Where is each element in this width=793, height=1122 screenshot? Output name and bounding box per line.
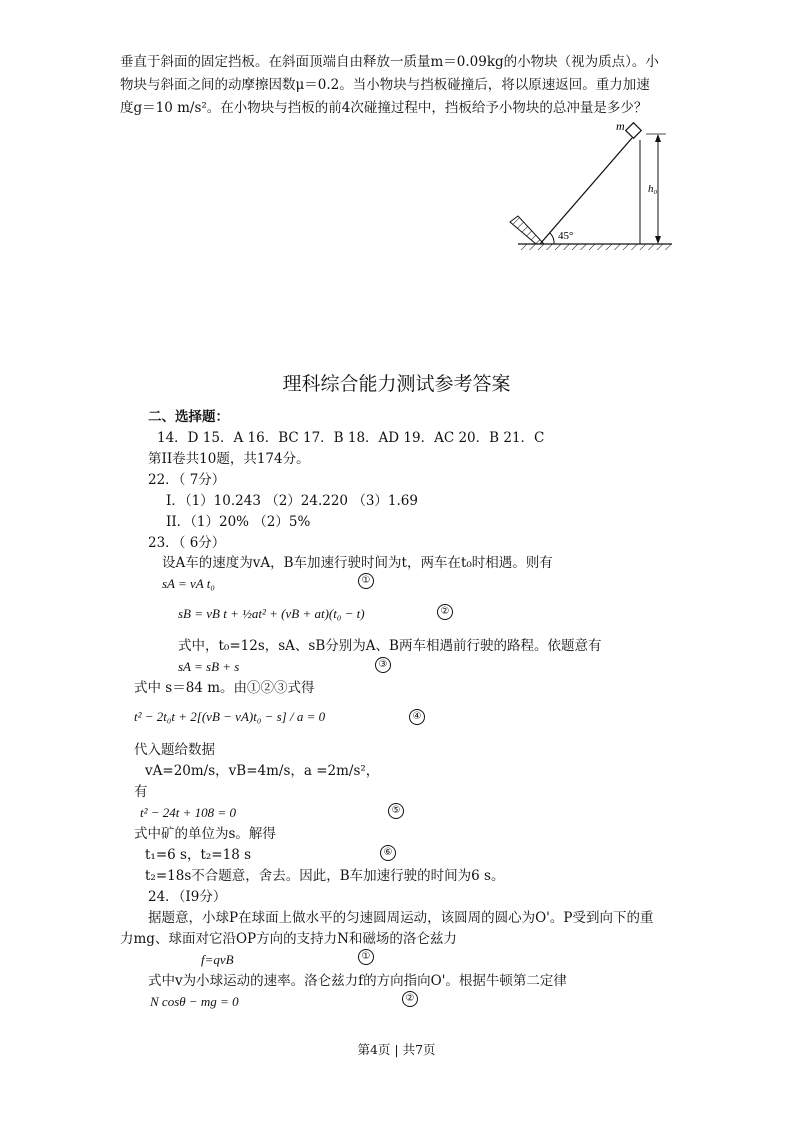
- problem-line-2: 物块与斜面之间的动摩擦因数μ＝0.2。当小物块与挡板碰撞后，将以原速返回。重力加速: [120, 77, 650, 93]
- q24-eq2: N cosθ − mg = 0: [150, 994, 239, 1009]
- section-heading: 二、选择题：: [148, 409, 229, 425]
- ground-hatch: [518, 244, 672, 250]
- circle-mark-24-2: ②: [402, 991, 418, 1007]
- q23-data: vA=20m/s，vB=4m/s，a =2m/s²，: [145, 763, 380, 779]
- circle-mark-1: ①: [358, 573, 374, 589]
- circle-mark-3: ③: [375, 657, 391, 673]
- circle-mark-2: ②: [437, 604, 453, 620]
- q23-eq1: sA = vA t₀: [162, 576, 215, 591]
- q23-subst: 代入题给数据: [134, 742, 215, 758]
- problem-line-1: 垂直于斜面的固定挡板。在斜面顶端自由释放一质量m＝0.09kg的小物块（视为质点）。小: [120, 54, 659, 70]
- q23-explain: 式中，t₀=12s，sA、sB分别为A、B两车相遇前行驶的路程。依题意有: [178, 638, 602, 654]
- incline-surface: [540, 138, 632, 244]
- q24-eq1: f=qvB: [201, 952, 234, 967]
- circle-mark-5: ⑤: [388, 803, 404, 819]
- q23-header: 23．（ 6分）: [148, 535, 226, 551]
- q23-conclude: t₂=18s不合题意，舍去。因此，B车加速行驶的时间为6 s。: [145, 868, 505, 884]
- q24-header: 24．（I9分）: [148, 889, 227, 905]
- incline-figure: [500, 118, 680, 258]
- problem-line-3: 度g＝10 m/s²。在小物块与挡板的前4次碰撞过程中，挡板给予小物块的总冲量是多少？: [120, 100, 648, 116]
- q24-para-1a: 据题意，小球P在球面上做水平的匀速圆周运动，该圆周的圆心为O'。P受到向下的重: [148, 910, 654, 926]
- block: [626, 123, 642, 139]
- circle-mark-6: ⑥: [380, 845, 396, 861]
- q22-header: 22．（ 7分）: [148, 472, 226, 488]
- q22-row-2: II．（1）20% （2）5%: [166, 514, 311, 530]
- q23-intro: 设A车的速度为vA，B车加速行驶时间为t，两车在t₀时相遇。则有: [162, 555, 553, 571]
- q23-eq6: t₁=6 s，t₂=18 s: [145, 847, 252, 863]
- q23-eq4: t² − 2t₀t + 2[(vB − vA)t₀ − s] / a = 0: [134, 709, 326, 724]
- mass-label: m: [616, 119, 625, 133]
- page-title: 理科综合能力测试参考答案: [282, 373, 511, 395]
- q23-eq5: t² − 24t + 108 = 0: [140, 805, 236, 820]
- q23-you: 有: [134, 784, 148, 800]
- height-label: h₀: [648, 183, 658, 195]
- q23-eq2: sB = vB t + ½at² + (vB + at)(t₀ − t): [178, 606, 365, 621]
- q23-unit: 式中矿的单位为s。解得: [134, 826, 276, 842]
- angle-arc: [550, 233, 554, 244]
- part-ii-note: 第II卷共10题，共174分。: [148, 451, 310, 467]
- q23-s-value: 式中 s＝84 m。由①②③式得: [134, 680, 315, 696]
- q23-eq3: sA = sB + s: [178, 659, 240, 674]
- choice-answers: 14．D 15．A 16．BC 17．B 18．AD 19．AC 20．B 21．C: [157, 430, 545, 446]
- angle-label: 45°: [558, 230, 574, 242]
- q22-row-1: I．（1）10.243 （2）24.220 （3）1.69: [166, 493, 418, 509]
- q24-para-1b: 力mg、球面对它沿OP方向的支持力N和磁场的洛仑兹力: [120, 931, 457, 947]
- circle-mark-24-1: ①: [358, 949, 374, 965]
- circle-mark-4: ④: [409, 709, 425, 725]
- barrier-plate: [510, 216, 544, 244]
- q24-para-2: 式中v为小球运动的速率。洛仑兹力f的方向指向O'。根据牛顿第二定律: [148, 973, 567, 989]
- page-footer: 第4页 | 共7页: [357, 1042, 436, 1057]
